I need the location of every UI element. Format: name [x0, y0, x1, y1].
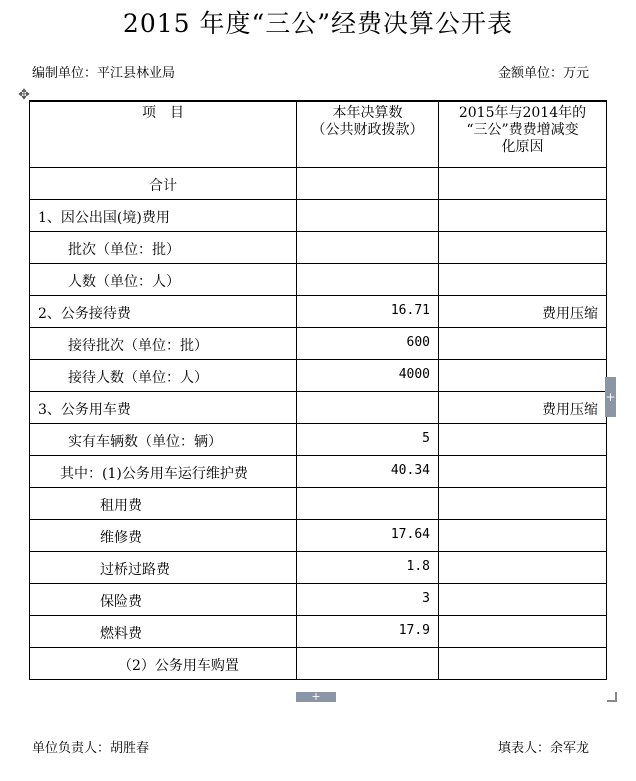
row-reason[interactable]	[439, 647, 607, 679]
row-item[interactable]: 接待人数（单位：人）	[30, 359, 297, 391]
row-value[interactable]	[297, 391, 439, 423]
row-reason[interactable]	[439, 615, 607, 647]
header-item-label: 项 目	[142, 105, 184, 121]
row-reason[interactable]	[439, 487, 607, 519]
row-value[interactable]: 4000	[297, 359, 439, 391]
table-row	[30, 327, 607, 359]
table-row	[30, 231, 607, 263]
table-row	[30, 295, 607, 327]
row-item[interactable]: 1、因公出国(境)费用	[30, 199, 297, 231]
row-value[interactable]: 3	[297, 583, 439, 615]
header-item	[30, 101, 297, 167]
table-row	[30, 519, 607, 551]
header-reason-line2: “三公”费费增减变	[466, 122, 579, 138]
row-reason[interactable]	[439, 455, 607, 487]
row-value[interactable]: 17.64	[297, 519, 439, 551]
row-value[interactable]	[297, 167, 439, 199]
row-item[interactable]: 3、公务用车费	[30, 391, 297, 423]
header-reason-line1: 2015年与2014年的	[458, 105, 587, 121]
row-item[interactable]: 合计	[30, 167, 297, 199]
row-value[interactable]	[297, 647, 439, 679]
row-value[interactable]: 40.34	[297, 455, 439, 487]
table-row	[30, 263, 607, 295]
add-row-plus-icon[interactable]: +	[296, 692, 336, 702]
table-row	[30, 359, 607, 391]
row-reason[interactable]	[439, 359, 607, 391]
table-header-row	[30, 101, 607, 167]
row-reason[interactable]	[439, 519, 607, 551]
row-item[interactable]: 租用费	[30, 487, 297, 519]
row-item[interactable]: 其中：(1)公务用车运行维护费	[30, 455, 297, 487]
row-reason[interactable]	[439, 231, 607, 263]
row-item[interactable]: 2、公务接待费	[30, 295, 297, 327]
table-row	[30, 487, 607, 519]
table-row	[30, 455, 607, 487]
row-value[interactable]: 16.71	[297, 295, 439, 327]
row-item[interactable]: 维修费	[30, 519, 297, 551]
header-amount-line2: （公共财政拨款）	[311, 122, 424, 138]
table-row	[30, 423, 607, 455]
form-filler: 填表人：余军龙	[497, 741, 589, 756]
table-resize-icon[interactable]	[607, 692, 617, 702]
row-reason[interactable]	[439, 199, 607, 231]
table-move-icon[interactable]: ✥	[18, 87, 30, 103]
table-row	[30, 391, 607, 423]
header-amount	[297, 101, 439, 167]
row-value[interactable]: 17.9	[297, 615, 439, 647]
table-row	[30, 199, 607, 231]
table-row	[30, 615, 607, 647]
row-value[interactable]	[297, 231, 439, 263]
row-reason[interactable]	[439, 551, 607, 583]
header-reason	[439, 101, 607, 167]
row-value[interactable]: 1.8	[297, 551, 439, 583]
report-title: 2015 年度“三公”经费决算公开表	[122, 9, 514, 38]
row-item[interactable]: 人数（单位：人）	[30, 263, 297, 295]
row-value[interactable]	[297, 263, 439, 295]
row-item[interactable]: 保险费	[30, 583, 297, 615]
row-reason[interactable]	[439, 327, 607, 359]
row-item[interactable]: （2）公务用车购置	[30, 647, 297, 679]
expense-table	[29, 100, 607, 680]
table-row	[30, 551, 607, 583]
row-value[interactable]: 600	[297, 327, 439, 359]
table-row	[30, 167, 607, 199]
unit-responsible: 单位负责人：胡胜春	[32, 741, 150, 756]
header-amount-line1: 本年决算数	[332, 105, 403, 121]
row-item[interactable]: 批次（单位：批）	[30, 231, 297, 263]
compiling-unit: 编制单位：平江县林业局	[32, 66, 176, 81]
row-item[interactable]: 燃料费	[30, 615, 297, 647]
table-row	[30, 583, 607, 615]
table-row	[30, 647, 607, 679]
add-column-plus-icon[interactable]: +	[605, 377, 616, 417]
row-reason[interactable]	[439, 423, 607, 455]
row-reason[interactable]: 费用压缩	[439, 391, 607, 423]
row-item[interactable]: 过桥过路费	[30, 551, 297, 583]
row-item[interactable]: 实有车辆数（单位：辆）	[30, 423, 297, 455]
row-reason[interactable]	[439, 167, 607, 199]
currency-unit: 金额单位：万元	[497, 66, 589, 81]
row-reason[interactable]	[439, 583, 607, 615]
row-item[interactable]: 接待批次（单位：批）	[30, 327, 297, 359]
row-value[interactable]	[297, 487, 439, 519]
row-value[interactable]: 5	[297, 423, 439, 455]
row-value[interactable]	[297, 199, 439, 231]
row-reason[interactable]	[439, 263, 607, 295]
header-reason-line3: 化原因	[501, 139, 544, 155]
row-reason[interactable]: 费用压缩	[439, 295, 607, 327]
